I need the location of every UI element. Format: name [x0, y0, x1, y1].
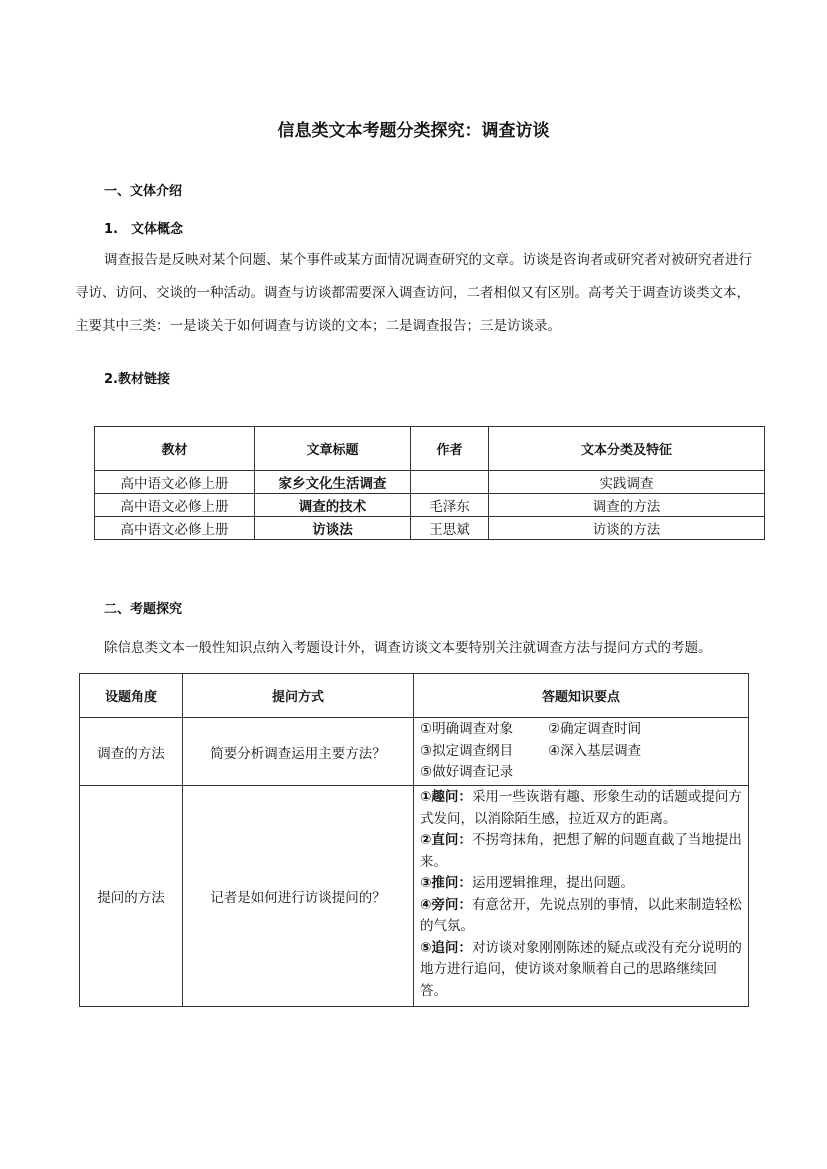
cell: 家乡文化生活调查: [255, 471, 411, 494]
header-cell: 设题角度: [80, 674, 183, 718]
point-term: ①趣问：: [420, 789, 472, 805]
table-header-row: [95, 427, 765, 471]
point: [420, 938, 742, 1003]
header-cell: 教材: [95, 427, 255, 471]
point-text: 对访谈对象刚刚陈述的疑点或没有充分说明的地方进行追问，使访谈对象顺着自己的思路继续回答。: [420, 939, 742, 999]
cell: 高中语文必修上册: [95, 471, 255, 494]
header-cell: 提问方式: [183, 674, 414, 718]
page-title: 信息类文本考题分类探究：调查访谈: [277, 121, 550, 141]
table-row: [80, 786, 749, 1007]
concept-paragraph: 调查报告是反映对某个问题、某个事件或某方面情况调查研究的文章。访谈是咨询者或研究者对被研究者进行寻访、访问、交谈的一种活动。调查与访谈都需要深入调查访问，二者相似又有区别。高考关于调查访谈类文本，主要其中三类：一是谈关于如何调查与访谈的文本；二是调查报告；三是访谈录。: [75, 252, 752, 334]
point: [420, 895, 742, 938]
header-cell: 文本分类及特征: [489, 427, 765, 471]
point-text: 运用逻辑推理，提出问题。: [471, 875, 634, 891]
cell: 调查的方法: [489, 494, 765, 517]
cell: 高中语文必修上册: [95, 517, 255, 540]
cell: 实践调查: [489, 471, 765, 494]
textbook-table: [94, 426, 765, 540]
header-cell: 文章标题: [255, 427, 411, 471]
point: ①明确调查对象: [420, 721, 514, 737]
cell: 调查的方法: [80, 718, 183, 786]
point-term: ③推问：: [420, 875, 472, 891]
cell: [411, 471, 489, 494]
point-text: 采用一些诙谐有趣、形象生动的话题或提问方式发问，以消除陌生感，拉近双方的距离。: [420, 789, 742, 827]
point-term: ②直问：: [420, 832, 472, 848]
section-heading-exam: 二、考题探究: [104, 602, 183, 617]
cell: 高中语文必修上册: [95, 494, 255, 517]
cell: 记者是如何进行访谈提问的？: [183, 786, 414, 1007]
point: [420, 873, 742, 895]
cell: 提问的方法: [80, 786, 183, 1007]
header-cell: 作者: [411, 427, 489, 471]
point-text: 有意岔开，先说点别的事情，以此来制造轻松的气氛。: [420, 896, 742, 934]
table-row: [95, 517, 765, 540]
point: ②确定调查时间: [548, 721, 642, 737]
cell: 访谈的方法: [489, 517, 765, 540]
point-term: ④旁问：: [420, 896, 472, 913]
table-row: [95, 471, 765, 494]
exam-table: [79, 673, 749, 1007]
section-heading-intro: 一、文体介绍: [104, 184, 183, 199]
point: [420, 787, 742, 830]
header-cell: 答题知识要点: [414, 674, 749, 718]
points-cell: [414, 786, 749, 1007]
point: ⑤做好调查记录: [420, 764, 514, 780]
point: [420, 830, 742, 873]
point-term: ⑤追问：: [420, 939, 472, 956]
cell: 王思斌: [411, 517, 489, 540]
point: ③拟定调查纲目: [420, 742, 514, 759]
subheading-concept: 1. 文体概念: [104, 222, 183, 237]
subheading-textbook-links: 2.教材链接: [104, 372, 170, 387]
table-header-row: [80, 674, 749, 718]
cell: 简要分析调查运用主要方法？: [183, 718, 414, 786]
cell: 访谈法: [255, 517, 411, 540]
table-row: [80, 718, 749, 786]
point-text: 不拐弯抹角，把想了解的问题直截了当地提出来。: [420, 832, 742, 870]
table-row: [95, 494, 765, 517]
points-cell: [414, 718, 749, 786]
cell: 调查的技术: [255, 494, 411, 517]
exam-paragraph: 除信息类文本一般性知识点纳入考题设计外，调查访谈文本要特别关注就调查方法与提问方式的考题。: [104, 640, 712, 656]
point: ④深入基层调查: [548, 742, 642, 759]
cell: 毛泽东: [411, 494, 489, 517]
